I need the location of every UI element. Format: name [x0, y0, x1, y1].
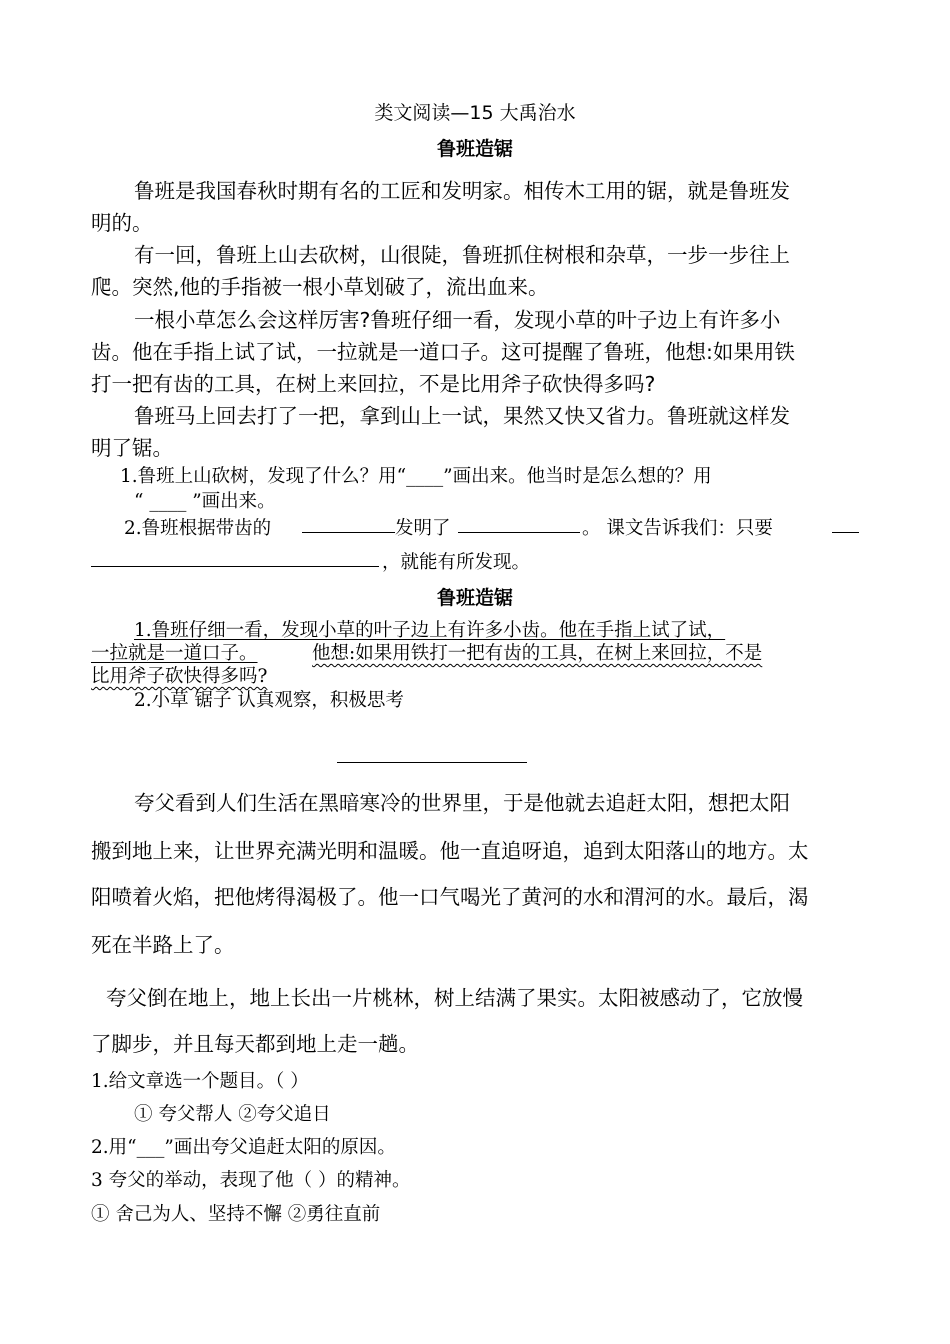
question-text: 3 夸父的举动，表现了他（ ）的精神。: [91, 1170, 411, 1191]
passage-line: 搬到地上来，让世界充满光明和温暖。他一直追呀追，追到太阳落山的地方。太: [91, 839, 809, 863]
passage-title: 鲁班造锯: [436, 138, 513, 160]
question-text: 2.鲁班根据带齿的: [124, 518, 272, 539]
passage-line: 死在半路上了。: [91, 933, 235, 957]
question-text: 1.给文章选一个题目。（ ）: [91, 1071, 309, 1092]
passage-line: 鲁班是我国春秋时期有名的工匠和发明家。相传木工用的锯，就是鲁班发: [134, 179, 790, 203]
answer-blank[interactable]: [832, 532, 859, 533]
question-options[interactable]: ① 舍己为人、坚持不懈 ②勇往直前: [91, 1204, 381, 1225]
question-text: ，就能有所发现。: [382, 552, 531, 573]
passage-line: 明了锯。: [91, 436, 173, 460]
question-text: 1.鲁班上山砍树，发现了什么？用“____”画出来。他当时是怎么想的？用: [120, 466, 712, 487]
question-text: 。 课文告诉我们：只要: [582, 518, 773, 539]
question-options[interactable]: ① 夸父帮人 ②夸父追日: [134, 1104, 331, 1125]
answer-text: 2.小草 锯子 认真观察，积极思考: [134, 690, 404, 711]
page-title: 类文阅读—15 大禹治水: [374, 102, 576, 124]
answer-blank[interactable]: [458, 532, 580, 533]
question-text: 2.用“___”画出夸父追赶太阳的原因。: [91, 1137, 396, 1158]
answer-blank[interactable]: [91, 566, 379, 567]
passage-line: 鲁班马上回去打了一把，拿到山上一试，果然又快又省力。鲁班就这样发: [134, 404, 790, 428]
question-text: “ ____ ”画出来。: [134, 491, 276, 512]
section-divider: [337, 762, 527, 763]
answer-section-title: 鲁班造锯: [436, 587, 513, 609]
passage-line: 打一把有齿的工具，在树上来回拉，不是比用斧子砍快得多吗?: [91, 372, 656, 396]
passage-line: 明的。: [91, 211, 153, 235]
passage-line: 夸父看到人们生活在黑暗寒冷的世界里，于是他就去追赶太阳，想把太阳: [134, 791, 790, 815]
passage-line: 有一回，鲁班上山去砍树，山很陡，鲁班抓住树根和杂草，一步一步往上: [134, 243, 790, 267]
passage-line: 了脚步，并且每天都到地上走一趟。: [91, 1032, 419, 1056]
answer-blank[interactable]: [302, 532, 395, 533]
passage-line: 爬。突然,他的手指被一根小草划破了，流出血来。: [91, 275, 549, 299]
passage-line: 一根小草怎么会这样厉害?鲁班仔细一看，发现小草的叶子边上有许多小: [134, 308, 781, 332]
answer-text: 一拉就是一道口子。: [91, 643, 258, 664]
answer-text: 他想:如果用铁打一把有齿的工具，在树上来回拉，不是: [312, 643, 763, 664]
passage-line: 齿。他在手指上试了试，一拉就是一道口子。这可提醒了鲁班，他想:如果用铁: [91, 340, 795, 364]
passage-line: 夸父倒在地上，地上长出一片桃林，树上结满了果实。太阳被感动了，它放慢: [106, 986, 803, 1010]
answer-text: 比用斧子砍快得多吗?: [91, 666, 268, 687]
answer-text: 1.鲁班仔细一看，发现小草的叶子边上有许多小齿。他在手指上试了试，: [134, 620, 726, 641]
passage-line: 阳喷着火焰，把他烤得渴极了。他一口气喝光了黄河的水和渭河的水。最后，渴: [91, 885, 809, 909]
question-text: 发明了: [395, 518, 451, 539]
